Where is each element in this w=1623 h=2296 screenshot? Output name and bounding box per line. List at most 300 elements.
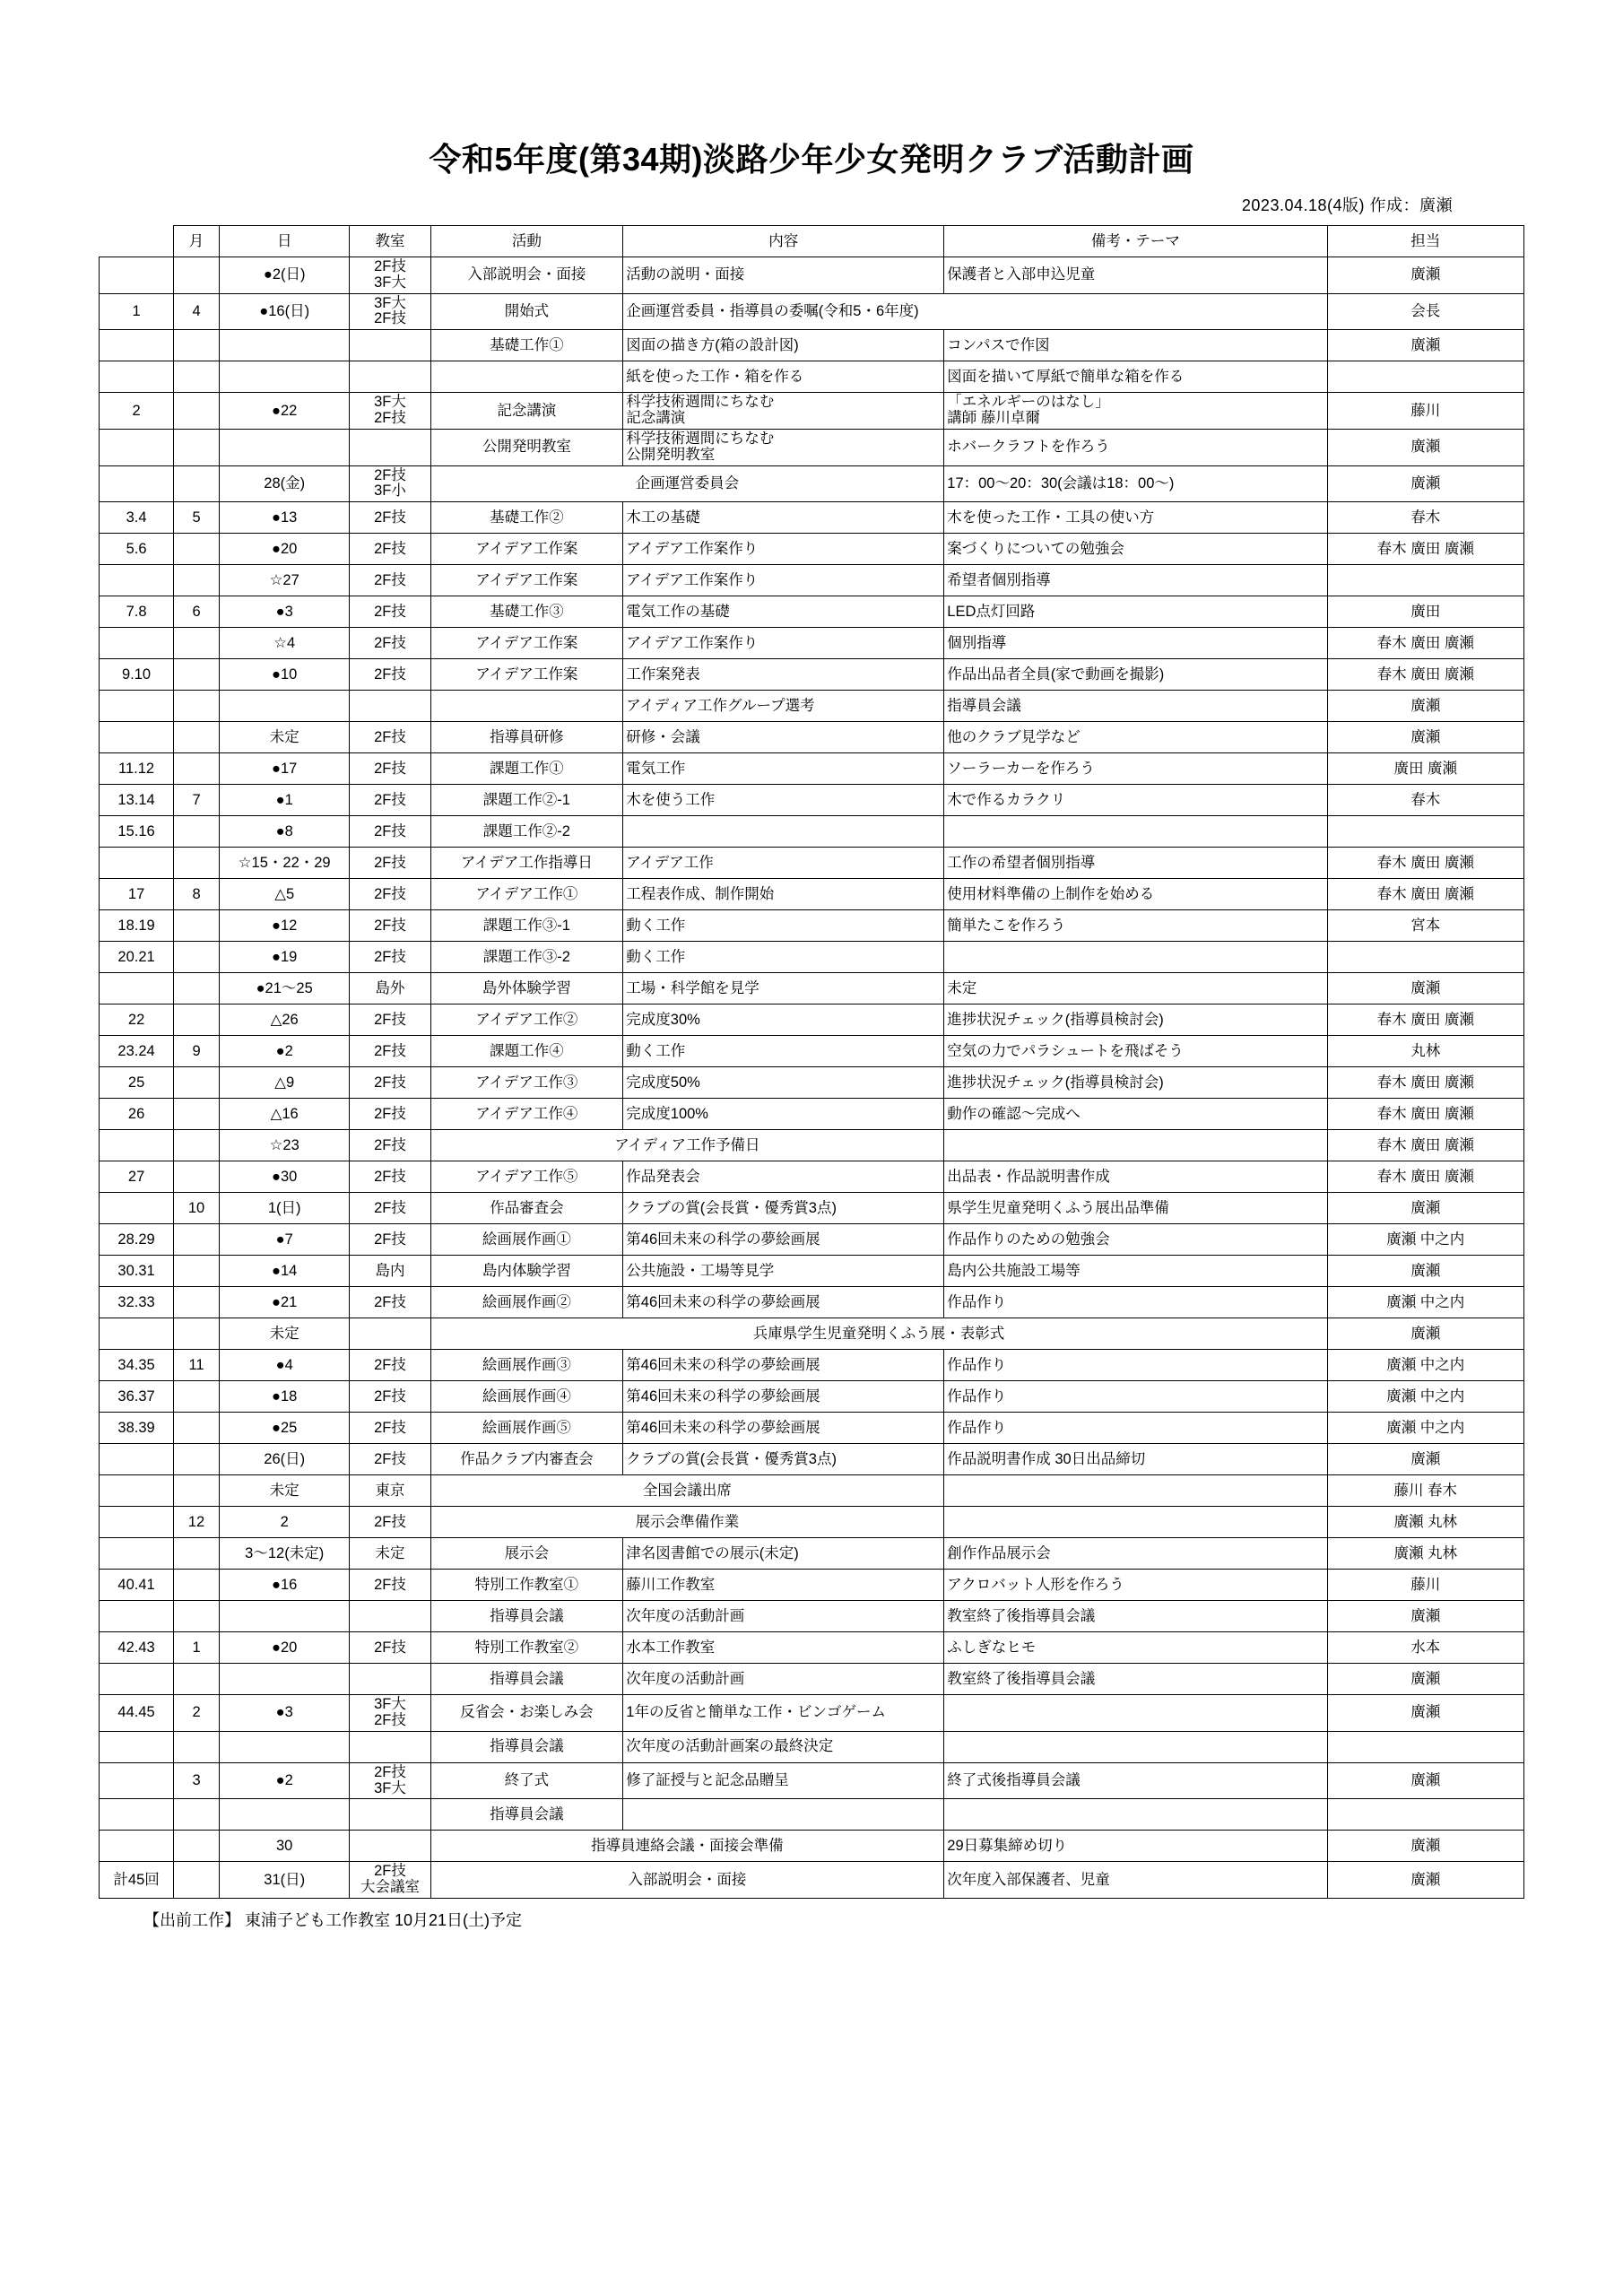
cell-month xyxy=(174,361,220,393)
cell-day: ●25 xyxy=(219,1413,350,1444)
cell-day xyxy=(219,429,350,465)
table-row xyxy=(100,330,1524,361)
cell-note: コンパスで作図 xyxy=(944,330,1327,361)
cell-activity: アイデア工作③ xyxy=(430,1067,623,1099)
cell-activity: 課題工作③-2 xyxy=(430,942,623,973)
cell-note: 創作作品展示会 xyxy=(944,1538,1327,1570)
cell-note: 他のクラブ見学など xyxy=(944,722,1327,753)
cell-content: 科学技術週間にちなむ 公開発明教室 xyxy=(623,429,944,465)
cell-day xyxy=(219,1799,350,1831)
cell-content: 工程表作成、制作開始 xyxy=(623,879,944,910)
cell-num xyxy=(100,973,174,1004)
cell-month xyxy=(174,257,220,294)
cell-content: 第46回未来の科学の夢絵画展 xyxy=(623,1413,944,1444)
cell-note: 終了式後指導員会議 xyxy=(944,1762,1327,1799)
cell-month xyxy=(174,1831,220,1862)
page-title: 令和5年度(第34期)淡路少年少女発明クラブ活動計画 xyxy=(429,141,1194,178)
cell-day: ●2 xyxy=(219,1762,350,1799)
table-row xyxy=(100,293,1524,330)
cell-charge: 廣瀬 xyxy=(1327,1862,1523,1899)
cell-content: 動く工作 xyxy=(623,910,944,942)
cell-day: ●16(日) xyxy=(219,293,350,330)
cell-charge: 廣瀬 xyxy=(1327,1444,1523,1475)
cell-content: 紙を使った工作・箱を作る xyxy=(623,361,944,393)
cell-day: 1(日) xyxy=(219,1193,350,1224)
cell-room: 2F技 xyxy=(350,1099,430,1130)
cell-month: 10 xyxy=(174,1193,220,1224)
cell-activity: 作品クラブ内審査会 xyxy=(430,1444,623,1475)
cell-room: 3F大 2F技 xyxy=(350,293,430,330)
cell-activity: 島内体験学習 xyxy=(430,1256,623,1287)
cell-num: 23.24 xyxy=(100,1036,174,1067)
cell-month xyxy=(174,942,220,973)
table-row xyxy=(100,502,1524,534)
cell-num: 17 xyxy=(100,879,174,910)
cell-day: ●3 xyxy=(219,1695,350,1732)
cell-note xyxy=(944,1475,1327,1507)
cell-content xyxy=(623,1799,944,1831)
cell-note xyxy=(944,1507,1327,1538)
table-row xyxy=(100,1538,1524,1570)
cell-num: 27 xyxy=(100,1161,174,1193)
cell-day: ●2 xyxy=(219,1036,350,1067)
cell-room xyxy=(350,361,430,393)
cell-month xyxy=(174,1318,220,1350)
table-row xyxy=(100,848,1524,879)
table-row xyxy=(100,942,1524,973)
cell-room: 2F技 xyxy=(350,1161,430,1193)
cell-num xyxy=(100,361,174,393)
cell-activity: アイデア工作② xyxy=(430,1004,623,1036)
header-month: 月 xyxy=(174,226,220,257)
cell-activity: 入部説明会・面接 xyxy=(430,257,623,294)
cell-activity: 課題工作②-1 xyxy=(430,785,623,816)
table-row xyxy=(100,910,1524,942)
cell-charge: 春木 廣田 廣瀬 xyxy=(1327,1161,1523,1193)
cell-activity: 全国会議出席 xyxy=(430,1475,944,1507)
cell-charge: 春木 廣田 廣瀬 xyxy=(1327,848,1523,879)
cell-note: 次年度入部保護者、児童 xyxy=(944,1862,1327,1899)
cell-day: ☆15・22・29 xyxy=(219,848,350,879)
cell-content: クラブの賞(会長賞・優秀賞3点) xyxy=(623,1444,944,1475)
cell-charge: 宮本 xyxy=(1327,910,1523,942)
cell-room: 東京 xyxy=(350,1475,430,1507)
cell-charge: 春木 廣田 廣瀬 xyxy=(1327,879,1523,910)
cell-day: ☆23 xyxy=(219,1130,350,1161)
cell-activity: 記念講演 xyxy=(430,393,623,430)
cell-room: 2F技 xyxy=(350,1444,430,1475)
header-room: 教室 xyxy=(350,226,430,257)
cell-room xyxy=(350,1799,430,1831)
cell-month xyxy=(174,1538,220,1570)
cell-month: 6 xyxy=(174,596,220,628)
cell-month xyxy=(174,1099,220,1130)
table-row xyxy=(100,1664,1524,1695)
cell-content: 水本工作教室 xyxy=(623,1632,944,1664)
header-charge: 担当 xyxy=(1327,226,1523,257)
cell-note: ふしぎなヒモ xyxy=(944,1632,1327,1664)
cell-month xyxy=(174,1161,220,1193)
cell-num xyxy=(100,1831,174,1862)
cell-room xyxy=(350,429,430,465)
table-row xyxy=(100,361,1524,393)
cell-month xyxy=(174,534,220,565)
cell-num xyxy=(100,722,174,753)
cell-charge: 丸林 xyxy=(1327,1036,1523,1067)
cell-room xyxy=(350,1318,430,1350)
cell-content: 次年度の活動計画 xyxy=(623,1601,944,1632)
cell-month xyxy=(174,1475,220,1507)
cell-room xyxy=(350,1664,430,1695)
cell-num xyxy=(100,257,174,294)
cell-content: 木工の基礎 xyxy=(623,502,944,534)
cell-month xyxy=(174,1664,220,1695)
cell-room: 2F技 xyxy=(350,1224,430,1256)
cell-day xyxy=(219,1664,350,1695)
cell-content: 工作案発表 xyxy=(623,659,944,691)
cell-activity: 基礎工作① xyxy=(430,330,623,361)
cell-num xyxy=(100,1538,174,1570)
cell-month xyxy=(174,1799,220,1831)
cell-num: 22 xyxy=(100,1004,174,1036)
cell-activity: 企画運営委員会 xyxy=(430,465,944,502)
cell-activity: アイデア工作⑤ xyxy=(430,1161,623,1193)
cell-content: アイデア工作案作り xyxy=(623,565,944,596)
cell-day: 28(金) xyxy=(219,465,350,502)
cell-note xyxy=(944,1695,1327,1732)
cell-activity: 兵庫県学生児童発明くふう展・表彰式 xyxy=(430,1318,1327,1350)
table-row xyxy=(100,879,1524,910)
cell-num xyxy=(100,691,174,722)
table-row xyxy=(100,465,1524,502)
cell-charge: 廣瀬 中之内 xyxy=(1327,1413,1523,1444)
table-row xyxy=(100,1413,1524,1444)
cell-note: 県学生児童発明くふう展出品準備 xyxy=(944,1193,1327,1224)
cell-activity: 基礎工作③ xyxy=(430,596,623,628)
cell-content: 第46回未来の科学の夢絵画展 xyxy=(623,1224,944,1256)
cell-note xyxy=(944,942,1327,973)
cell-day: 26(日) xyxy=(219,1444,350,1475)
header-activity: 活動 xyxy=(430,226,623,257)
cell-room: 2F技 xyxy=(350,1036,430,1067)
table-row xyxy=(100,1475,1524,1507)
cell-charge xyxy=(1327,1731,1523,1762)
cell-day xyxy=(219,330,350,361)
cell-room: 2F技 xyxy=(350,1287,430,1318)
cell-day: 未定 xyxy=(219,1475,350,1507)
cell-month: 11 xyxy=(174,1350,220,1381)
cell-room: 2F技 xyxy=(350,502,430,534)
cell-day: △5 xyxy=(219,879,350,910)
cell-content: 1年の反省と簡単な工作・ビンゴゲーム xyxy=(623,1695,944,1732)
cell-note: 工作の希望者個別指導 xyxy=(944,848,1327,879)
cell-day: ●2(日) xyxy=(219,257,350,294)
cell-month xyxy=(174,330,220,361)
cell-num: 7.8 xyxy=(100,596,174,628)
cell-charge xyxy=(1327,361,1523,393)
cell-content: 電気工作の基礎 xyxy=(623,596,944,628)
cell-month xyxy=(174,1444,220,1475)
cell-note: 17：00〜20：30(会議は18：00〜) xyxy=(944,465,1327,502)
table-row xyxy=(100,257,1524,294)
cell-activity: 指導員会議 xyxy=(430,1664,623,1695)
cell-num: 13.14 xyxy=(100,785,174,816)
cell-content: アイディア工作グループ選考 xyxy=(623,691,944,722)
cell-room: 2F技 xyxy=(350,1067,430,1099)
table-row xyxy=(100,1799,1524,1831)
cell-day: ●14 xyxy=(219,1256,350,1287)
cell-num: 44.45 xyxy=(100,1695,174,1732)
cell-charge: 廣瀬 中之内 xyxy=(1327,1381,1523,1413)
cell-room: 2F技 xyxy=(350,910,430,942)
cell-month xyxy=(174,1601,220,1632)
cell-note: 案づくりについての勉強会 xyxy=(944,534,1327,565)
cell-charge xyxy=(1327,1799,1523,1831)
cell-charge: 廣瀬 xyxy=(1327,429,1523,465)
cell-note: 簡単たこを作ろう xyxy=(944,910,1327,942)
cell-note: ホバークラフトを作ろう xyxy=(944,429,1327,465)
cell-room: 2F技 xyxy=(350,1413,430,1444)
cell-num xyxy=(100,1664,174,1695)
cell-day: 2 xyxy=(219,1507,350,1538)
cell-charge: 廣瀬 xyxy=(1327,1831,1523,1862)
cell-num xyxy=(100,628,174,659)
table-row xyxy=(100,1444,1524,1475)
table-row xyxy=(100,722,1524,753)
cell-note xyxy=(944,1731,1327,1762)
cell-activity: 課題工作④ xyxy=(430,1036,623,1067)
cell-content: 津名図書館での展示(未定) xyxy=(623,1538,944,1570)
cell-room: 2F技 xyxy=(350,659,430,691)
cell-note: 未定 xyxy=(944,973,1327,1004)
cell-day: ☆4 xyxy=(219,628,350,659)
cell-room: 2F技 xyxy=(350,628,430,659)
cell-month: 9 xyxy=(174,1036,220,1067)
table-row xyxy=(100,1036,1524,1067)
cell-activity: 作品審査会 xyxy=(430,1193,623,1224)
cell-content: 次年度の活動計画案の最終決定 xyxy=(623,1731,944,1762)
cell-num: 2 xyxy=(100,393,174,430)
header-content: 内容 xyxy=(623,226,944,257)
cell-note: 作品出品者全員(家で動画を撮影) xyxy=(944,659,1327,691)
cell-month xyxy=(174,848,220,879)
cell-charge xyxy=(1327,565,1523,596)
cell-content: クラブの賞(会長賞・優秀賞3点) xyxy=(623,1193,944,1224)
cell-num xyxy=(100,1444,174,1475)
cell-charge: 廣瀬 xyxy=(1327,1695,1523,1732)
table-row xyxy=(100,1350,1524,1381)
table-row xyxy=(100,816,1524,848)
cell-charge: 春木 廣田 廣瀬 xyxy=(1327,1067,1523,1099)
cell-room: 2F技 xyxy=(350,753,430,785)
cell-activity: アイデア工作① xyxy=(430,879,623,910)
table-row xyxy=(100,1193,1524,1224)
cell-charge: 廣瀬 xyxy=(1327,1664,1523,1695)
cell-day: ●30 xyxy=(219,1161,350,1193)
table-row xyxy=(100,1287,1524,1318)
cell-month xyxy=(174,691,220,722)
table-body xyxy=(100,257,1524,1899)
cell-room: 2F技 xyxy=(350,1570,430,1601)
cell-content: 研修・会議 xyxy=(623,722,944,753)
cell-note: 作品説明書作成 30日出品締切 xyxy=(944,1444,1327,1475)
cell-day: ●3 xyxy=(219,596,350,628)
header-note: 備考・テーマ xyxy=(944,226,1327,257)
cell-room: 3F大 2F技 xyxy=(350,1695,430,1732)
cell-note xyxy=(944,1799,1327,1831)
cell-num xyxy=(100,1475,174,1507)
cell-day: ●20 xyxy=(219,534,350,565)
cell-activity: 絵画展作画⑤ xyxy=(430,1413,623,1444)
cell-content: 第46回未来の科学の夢絵画展 xyxy=(623,1350,944,1381)
table-row xyxy=(100,973,1524,1004)
cell-charge: 廣瀬 丸林 xyxy=(1327,1507,1523,1538)
cell-month xyxy=(174,1862,220,1899)
cell-room: 島内 xyxy=(350,1256,430,1287)
table-row xyxy=(100,1318,1524,1350)
cell-room: 2F技 大会議室 xyxy=(350,1862,430,1899)
cell-activity: 入部説明会・面接 xyxy=(430,1862,944,1899)
cell-content: アイデア工作 xyxy=(623,848,944,879)
cell-num: 38.39 xyxy=(100,1413,174,1444)
cell-room: 2F技 xyxy=(350,942,430,973)
cell-day: △16 xyxy=(219,1099,350,1130)
cell-charge: 廣瀬 xyxy=(1327,1318,1523,1350)
cell-room: 2F技 xyxy=(350,1004,430,1036)
cell-content: 第46回未来の科学の夢絵画展 xyxy=(623,1287,944,1318)
cell-num xyxy=(100,1799,174,1831)
cell-content: 完成度30% xyxy=(623,1004,944,1036)
cell-month xyxy=(174,659,220,691)
cell-day: ●7 xyxy=(219,1224,350,1256)
cell-activity: アイデア工作案 xyxy=(430,659,623,691)
cell-month: 12 xyxy=(174,1507,220,1538)
cell-num: 25 xyxy=(100,1067,174,1099)
table-row xyxy=(100,1762,1524,1799)
cell-room: 2F技 xyxy=(350,1350,430,1381)
cell-num: 18.19 xyxy=(100,910,174,942)
cell-month xyxy=(174,816,220,848)
document-version-line: 2023.04.18(4版) 作成：廣瀬 xyxy=(1241,196,1453,214)
cell-month xyxy=(174,1130,220,1161)
cell-room: 2F技 3F大 xyxy=(350,1762,430,1799)
cell-month xyxy=(174,465,220,502)
cell-content: アイデア工作案作り xyxy=(623,534,944,565)
cell-activity: 指導員研修 xyxy=(430,722,623,753)
table-row xyxy=(100,785,1524,816)
table-row xyxy=(100,1130,1524,1161)
cell-note: 動作の確認〜完成へ xyxy=(944,1099,1327,1130)
cell-num: 40.41 xyxy=(100,1570,174,1601)
cell-room: 2F技 xyxy=(350,816,430,848)
cell-content: 完成度50% xyxy=(623,1067,944,1099)
table-row xyxy=(100,1256,1524,1287)
cell-activity: 課題工作③-1 xyxy=(430,910,623,942)
table-row xyxy=(100,1004,1524,1036)
cell-room: 2F技 3F大 xyxy=(350,257,430,294)
cell-num: 計45回 xyxy=(100,1862,174,1899)
cell-day: ●17 xyxy=(219,753,350,785)
cell-note: 作品作り xyxy=(944,1413,1327,1444)
cell-num: 32.33 xyxy=(100,1287,174,1318)
cell-day: ●1 xyxy=(219,785,350,816)
header-day: 日 xyxy=(219,226,350,257)
cell-num: 34.35 xyxy=(100,1350,174,1381)
cell-day: ●22 xyxy=(219,393,350,430)
table-row xyxy=(100,659,1524,691)
cell-month xyxy=(174,1731,220,1762)
cell-note: 作品作り xyxy=(944,1350,1327,1381)
cell-day xyxy=(219,361,350,393)
cell-charge: 会長 xyxy=(1327,293,1523,330)
cell-content: 図面の描き方(箱の設計図) xyxy=(623,330,944,361)
cell-day: △26 xyxy=(219,1004,350,1036)
cell-charge: 藤川 xyxy=(1327,1570,1523,1601)
cell-content: 次年度の活動計画 xyxy=(623,1664,944,1695)
cell-room: 3F大 2F技 xyxy=(350,393,430,430)
cell-charge xyxy=(1327,816,1523,848)
cell-charge: 春木 廣田 廣瀬 xyxy=(1327,659,1523,691)
cell-num: 15.16 xyxy=(100,816,174,848)
cell-content: 工場・科学館を見学 xyxy=(623,973,944,1004)
cell-charge: 廣瀬 中之内 xyxy=(1327,1287,1523,1318)
cell-content xyxy=(623,816,944,848)
cell-activity: 島外体験学習 xyxy=(430,973,623,1004)
footer-note: 【出前工作】 東浦子ども工作教室 10月21日(土)予定 xyxy=(143,1911,523,1929)
cell-charge: 春木 廣田 廣瀬 xyxy=(1327,534,1523,565)
cell-month xyxy=(174,1224,220,1256)
cell-charge: 春木 廣田 廣瀬 xyxy=(1327,628,1523,659)
cell-activity: 指導員会議 xyxy=(430,1799,623,1831)
cell-note xyxy=(944,816,1327,848)
cell-note: LED点灯回路 xyxy=(944,596,1327,628)
cell-activity: 特別工作教室② xyxy=(430,1632,623,1664)
cell-num xyxy=(100,1318,174,1350)
cell-month xyxy=(174,393,220,430)
cell-day: ●12 xyxy=(219,910,350,942)
cell-note: 指導員会議 xyxy=(944,691,1327,722)
cell-month xyxy=(174,910,220,942)
cell-note: 出品表・作品説明書作成 xyxy=(944,1161,1327,1193)
cell-month xyxy=(174,1067,220,1099)
cell-note: 作品作り xyxy=(944,1287,1327,1318)
cell-charge xyxy=(1327,942,1523,973)
cell-note: 教室終了後指導員会議 xyxy=(944,1664,1327,1695)
cell-month: 1 xyxy=(174,1632,220,1664)
cell-note: ソーラーカーを作ろう xyxy=(944,753,1327,785)
cell-activity: 指導員会議 xyxy=(430,1731,623,1762)
cell-day: 未定 xyxy=(219,722,350,753)
cell-day xyxy=(219,1731,350,1762)
cell-room: 未定 xyxy=(350,1538,430,1570)
cell-note: 空気の力でパラシュートを飛ばそう xyxy=(944,1036,1327,1067)
cell-day: ●16 xyxy=(219,1570,350,1601)
cell-content: 第46回未来の科学の夢絵画展 xyxy=(623,1381,944,1413)
cell-num: 28.29 xyxy=(100,1224,174,1256)
table-row xyxy=(100,1381,1524,1413)
cell-note xyxy=(944,1130,1327,1161)
cell-num: 42.43 xyxy=(100,1632,174,1664)
cell-num: 3.4 xyxy=(100,502,174,534)
cell-room xyxy=(350,691,430,722)
cell-content: 動く工作 xyxy=(623,942,944,973)
table-row xyxy=(100,1507,1524,1538)
cell-activity: 展示会 xyxy=(430,1538,623,1570)
cell-content: 木を使う工作 xyxy=(623,785,944,816)
cell-day: ●10 xyxy=(219,659,350,691)
cell-num xyxy=(100,429,174,465)
activity-plan-table xyxy=(99,225,1524,1899)
